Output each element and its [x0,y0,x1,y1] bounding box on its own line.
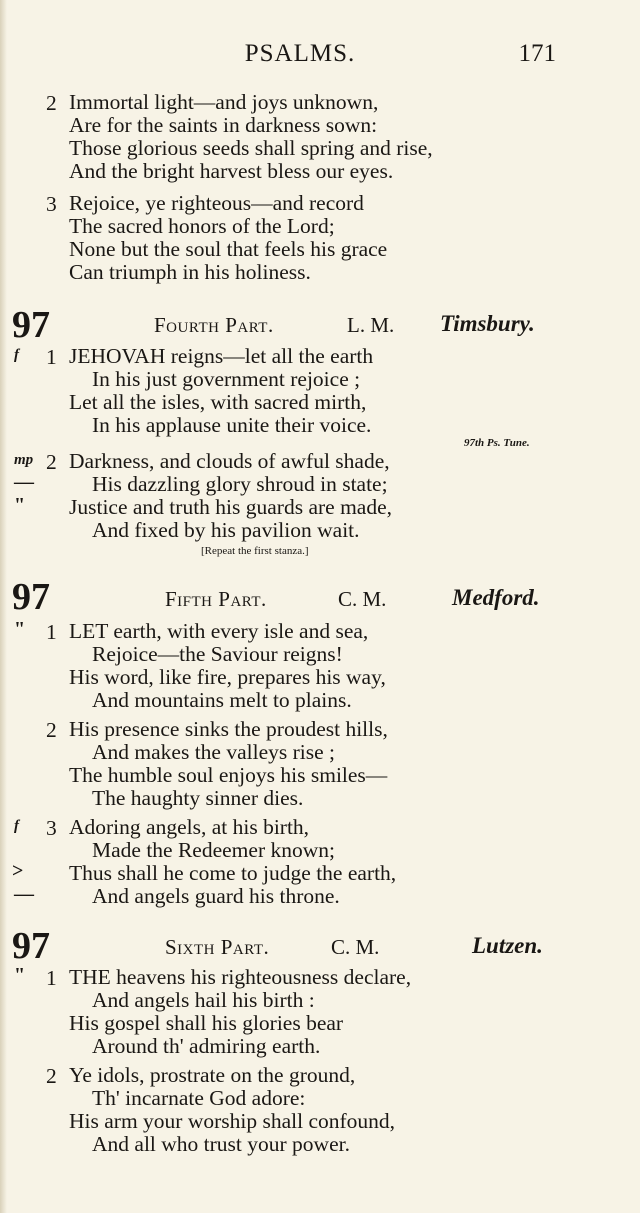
verse-line: And fixed by his pavilion wait. [92,518,360,542]
verse-line: Adoring angels, at his birth, [69,815,310,839]
verse-line: Darkness, and clouds of awful shade, [69,449,390,473]
verse-line: JEHOVAH reigns—let all the earth [69,344,374,368]
verse-line: Let all the isles, with sacred mirth, [69,390,367,414]
verse-line: Rejoice—the Saviour reigns! [92,642,343,666]
running-header-title: PSALMS. [244,40,356,67]
stanza-number: 1 [46,345,57,369]
verse-line: Those glorious seeds shall spring and rise, [69,136,433,160]
verse-line: The humble soul enjoys his smiles— [69,763,388,787]
stanza-number: 3 [46,192,57,216]
verse-line: Immortal light—and joys unknown, [69,90,379,114]
repeat-note: [Repeat the first stanza.] [201,545,309,557]
stanza-number: 1 [46,966,57,990]
verse-line: And the bright harvest bless our eyes. [69,159,394,183]
dynamic-mark: f [14,347,19,363]
verse-line: In his applause unite their voice. [92,413,372,437]
dynamic-mark: f [14,818,19,834]
verse-line: His gospel shall his glories bear [69,1011,344,1035]
verse-line: In his just government rejoice ; [92,367,361,391]
tune-name: Lutzen. [472,933,543,958]
hymn-meter: L. M. [347,313,395,337]
verse-line: And angels guard his throne. [92,884,340,908]
dynamic-mark: — [14,883,34,905]
dynamic-mark: — [14,471,34,493]
verse-line: LET earth, with every isle and sea, [69,619,369,643]
stanza-number: 2 [46,91,57,115]
tune-note: 97th Ps. Tune. [464,437,530,449]
hymn-part: Sixth Part. [165,935,270,959]
verse-line: The sacred honors of the Lord; [69,214,335,238]
dynamic-mark: mp [14,452,34,468]
verse-line: Can triumph in his holiness. [69,260,311,284]
page-number: 171 [518,40,556,67]
verse-line: And angels hail his birth : [92,988,315,1012]
verse-line: And all who trust your power. [92,1132,350,1156]
dynamic-mark: " [14,494,26,516]
verse-line: Th' incarnate God adore: [92,1086,306,1110]
hymn-number: 97 [12,925,50,967]
dynamic-mark: " [14,618,26,640]
hymn-number: 97 [12,576,50,618]
verse-line: Thus shall he come to judge the earth, [69,861,397,885]
verse-line: THE heavens his righteousness declare, [69,965,412,989]
hymn-number: 97 [12,304,50,346]
stanza-number: 2 [46,450,57,474]
dynamic-mark: " [14,964,26,986]
verse-line: Justice and truth his guards are made, [69,495,393,519]
tune-name: Medford. [452,585,540,610]
verse-line: His presence sinks the proudest hills, [69,717,388,741]
verse-line: His dazzling glory shroud in state; [92,472,388,496]
verse-line: Ye idols, prostrate on the ground, [69,1063,356,1087]
stanza-number: 1 [46,620,57,644]
hymn-part: Fourth Part. [154,313,274,337]
hymn-part: Fifth Part. [165,587,267,611]
stanza-number: 2 [46,1064,57,1088]
verse-line: And makes the valleys rise ; [92,740,336,764]
verse-line: None but the soul that feels his grace [69,237,388,261]
verse-line: His arm your worship shall confound, [69,1109,396,1133]
verse-line: Around th' admiring earth. [92,1034,321,1058]
hymn-meter: C. M. [331,935,380,959]
stanza-number: 2 [46,718,57,742]
hymn-meter: C. M. [338,587,387,611]
verse-line: Rejoice, ye righteous—and record [69,191,364,215]
verse-line: His word, like fire, prepares his way, [69,665,386,689]
page-spine-shadow [0,0,7,1213]
verse-line: And mountains melt to plains. [92,688,352,712]
verse-line: The haughty sinner dies. [92,786,304,810]
verse-line: Are for the saints in darkness sown: [69,113,378,137]
dynamic-mark: > [12,860,24,882]
stanza-number: 3 [46,816,57,840]
tune-name: Timsbury. [440,311,535,336]
verse-line: Made the Redeemer known; [92,838,335,862]
